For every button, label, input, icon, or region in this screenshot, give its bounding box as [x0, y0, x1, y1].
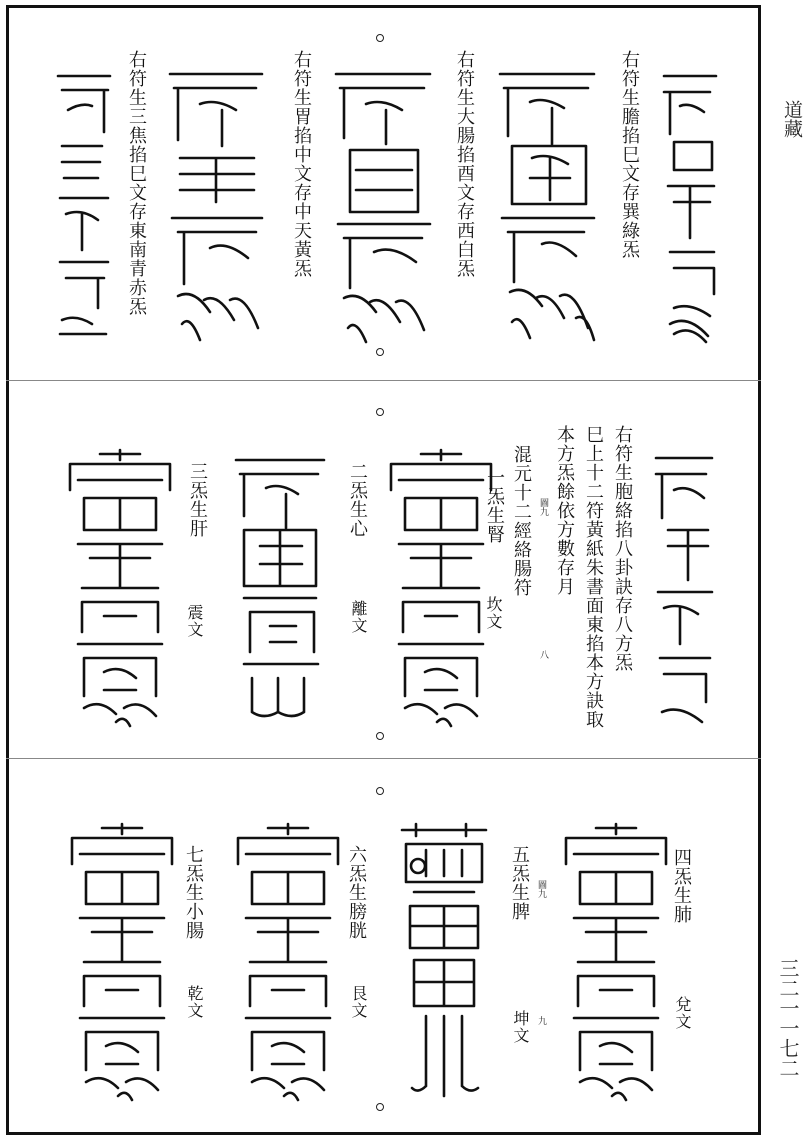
entry-trigram: 坤文 — [511, 1010, 530, 1044]
page-mark: 九 — [536, 1016, 546, 1025]
caption-column: 巳上十二符黃紙朱書面東掐本方訣取 — [583, 425, 604, 729]
binding-circle — [376, 408, 384, 416]
talisman-dachang — [326, 62, 438, 344]
binding-circle — [376, 34, 384, 42]
entry-label: 二炁生心 — [347, 462, 368, 538]
entry-trigram: 艮文 — [349, 985, 368, 1019]
caption-column: 右符生胃掐中文存中天黃炁 — [291, 50, 312, 278]
talisman-dan — [490, 62, 602, 344]
caption-column: 右符生胞絡掐八卦訣存八方炁 — [612, 425, 633, 672]
talisman-gan — [64, 446, 176, 728]
caption-column: 右符生膽掐巳文存巽綠炁 — [619, 50, 640, 259]
binding-circle — [376, 732, 384, 740]
entry-label: 四炁生肺 — [671, 848, 692, 924]
entry-trigram: 坎文 — [484, 596, 503, 630]
entry-label: 一炁生腎 — [484, 468, 505, 544]
entry-label: 六炁生膀胱 — [346, 845, 367, 940]
section-divider — [6, 758, 761, 759]
entry-trigram: 離文 — [349, 600, 368, 634]
talisman-tail — [660, 62, 718, 344]
talisman-xin — [230, 446, 330, 728]
entry-trigram: 震文 — [185, 604, 204, 638]
entry-label: 五炁生脾 — [509, 845, 530, 921]
figure-note: 圖九 — [538, 498, 548, 516]
talisman-fei — [560, 820, 672, 1102]
talisman-pi — [396, 820, 492, 1102]
talisman-wei — [160, 62, 270, 344]
caption-column: 本方炁餘依方數存月 — [554, 425, 575, 596]
binding-circle — [376, 1103, 384, 1111]
binding-circle — [376, 787, 384, 795]
section-divider — [6, 380, 761, 381]
entry-trigram: 兌文 — [673, 996, 692, 1030]
page-number: 三二一一七二 — [776, 958, 800, 1078]
entry-label: 三炁生肝 — [187, 462, 208, 538]
binding-circle — [376, 348, 384, 356]
talisman-sanjiao — [52, 62, 114, 344]
figure-note: 圖九 — [536, 880, 546, 898]
entry-label: 七炁生小腸 — [183, 845, 204, 940]
caption-column: 右符生三焦掐巳文存東南青赤炁 — [126, 50, 147, 316]
book-title: 道藏 — [781, 100, 803, 138]
caption-column: 混元十二經絡腸符 — [511, 445, 532, 597]
talisman-baoluo — [650, 446, 716, 728]
caption-column: 右符生大腸掐酉文存西白炁 — [454, 50, 475, 278]
entry-trigram: 乾文 — [185, 985, 204, 1019]
page-mark: 八 — [538, 650, 548, 659]
talisman-pangguang — [232, 820, 344, 1102]
talisman-shen — [385, 446, 497, 728]
talisman-xiaochang — [66, 820, 178, 1102]
